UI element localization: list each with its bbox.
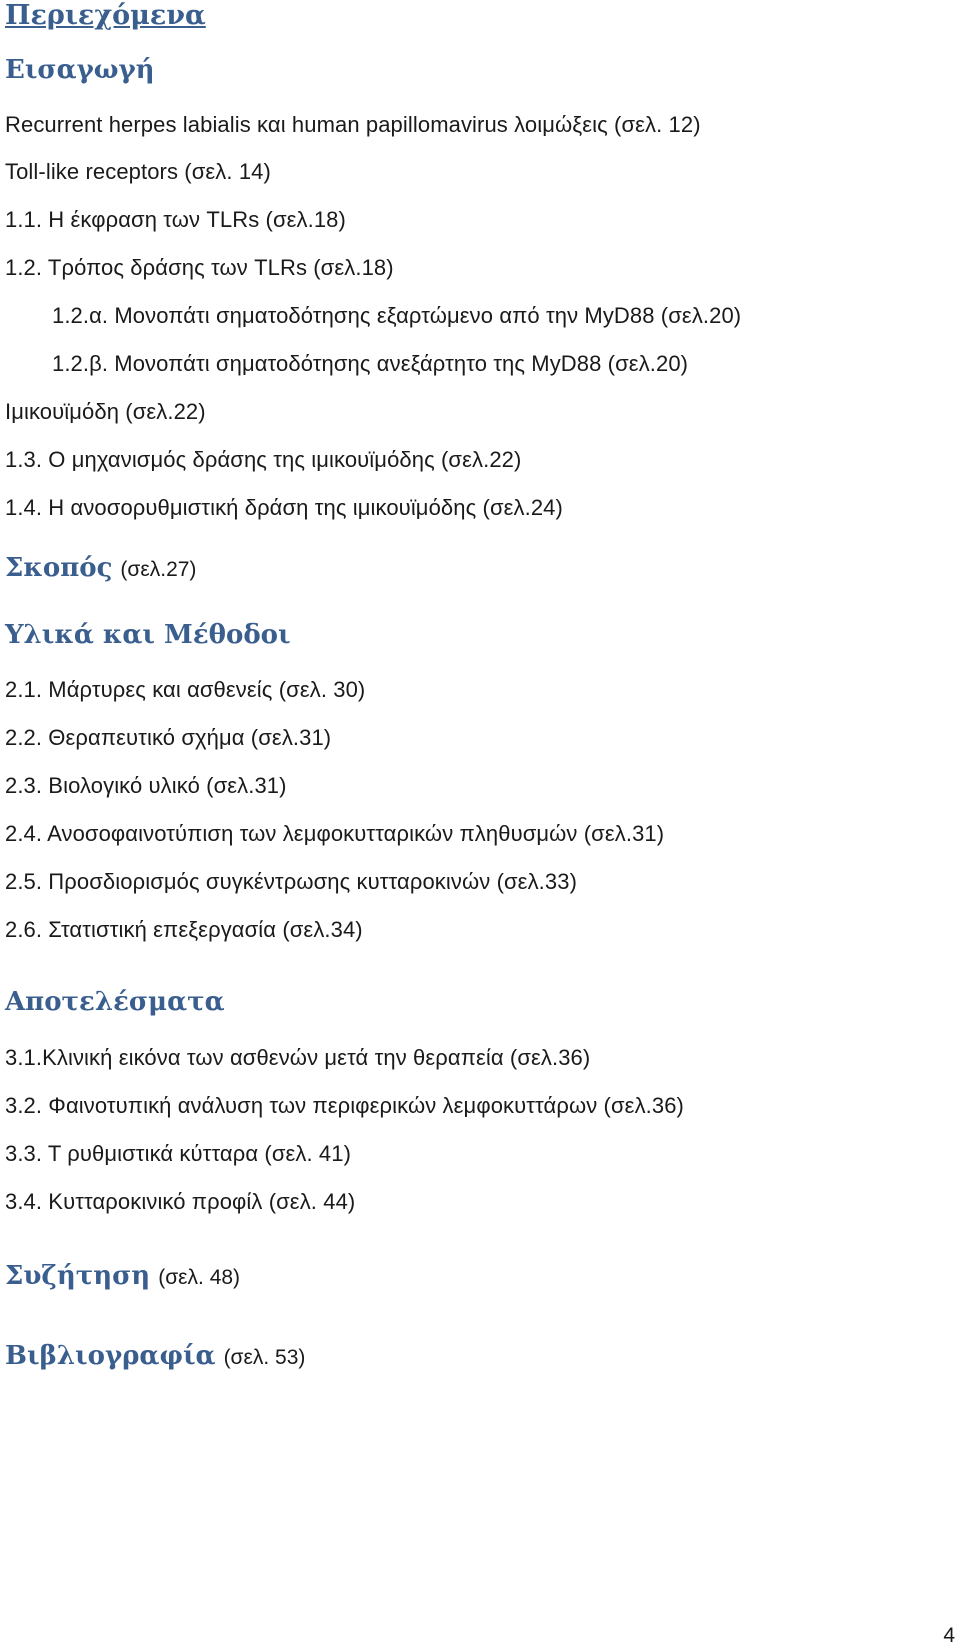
toc-title: Περιεχόμενα <box>5 0 206 31</box>
section-heading-aim <box>5 553 196 583</box>
toc-entry: 2.2. Θεραπευτικό σχήμα (σελ.31) <box>5 725 332 750</box>
toc-entry: 2.5. Προσδιορισμός συγκέντρωσης κυτταροκινών (σελ.33) <box>5 869 577 894</box>
toc-entry: 1.2.β. Μονοπάτι σηματοδότησης ανεξάρτητο της MyD88 (σελ.20) <box>52 351 689 376</box>
toc-entry: 3.1.Κλινική εικόνα των ασθενών μετά την θεραπεία (σελ.36) <box>5 1045 591 1070</box>
toc-entry: Toll-like receptors (σελ. 14) <box>5 159 271 184</box>
toc-entry: Ιμικουϊμόδη (σελ.22) <box>5 399 206 424</box>
section-heading-intro: Εισαγωγή <box>5 55 155 85</box>
toc-entry: 1.2.α. Μονοπάτι σηματοδότησης εξαρτώμενο από την MyD88 (σελ.20) <box>52 303 742 328</box>
toc-entry: 3.4. Κυτταροκινικό προφίλ (σελ. 44) <box>5 1189 356 1214</box>
toc-entry: 3.3. Τ ρυθμιστικά κύτταρα (σελ. 41) <box>5 1141 352 1166</box>
section-heading-discussion-page: (σελ. 48) <box>158 1266 241 1289</box>
section-heading-aim-page: (σελ.27) <box>120 558 197 581</box>
toc-entry: 2.6. Στατιστική επεξεργασία (σελ.34) <box>5 917 363 942</box>
section-heading-references <box>5 1341 305 1371</box>
toc-entry: 3.2. Φαινοτυπική ανάλυση των περιφερικών λεμφοκυττάρων (σελ.36) <box>5 1093 684 1118</box>
toc-entry: 1.2. Τρόπος δράσης των TLRs (σελ.18) <box>5 255 394 280</box>
toc-entry: 2.1. Μάρτυρες και ασθενείς (σελ. 30) <box>5 677 366 702</box>
toc-entry: 1.1. Η έκφραση των TLRs (σελ.18) <box>5 207 346 232</box>
section-heading-discussion <box>5 1261 240 1291</box>
toc-entry: 1.4. Η ανοσορυθμιστική δράση της ιμικουϊμόδης (σελ.24) <box>5 495 563 520</box>
page-number: 4 <box>943 1624 955 1647</box>
section-heading-references-page: (σελ. 53) <box>223 1346 306 1369</box>
toc-entry: 2.4. Ανοσοφαινοτύπιση των λεμφοκυτταρικών πληθυσμών (σελ.31) <box>5 821 665 846</box>
section-heading-references-label: Βιβλιογραφία <box>5 1341 216 1371</box>
section-heading-aim-label: Σκοπός <box>5 553 113 583</box>
section-heading-results: Αποτελέσματα <box>5 987 225 1017</box>
toc-entry: 2.3. Βιολογικό υλικό (σελ.31) <box>5 773 287 798</box>
toc-entry: 1.3. Ο μηχανισμός δράσης της ιμικουϊμόδης (σελ.22) <box>5 447 522 472</box>
section-heading-methods: Υλικά και Μέθοδοι <box>5 620 291 650</box>
section-heading-discussion-label: Συζήτηση <box>5 1261 151 1291</box>
toc-entry: Recurrent herpes labialis και human papillomavirus λοιμώξεις (σελ. 12) <box>5 112 701 137</box>
